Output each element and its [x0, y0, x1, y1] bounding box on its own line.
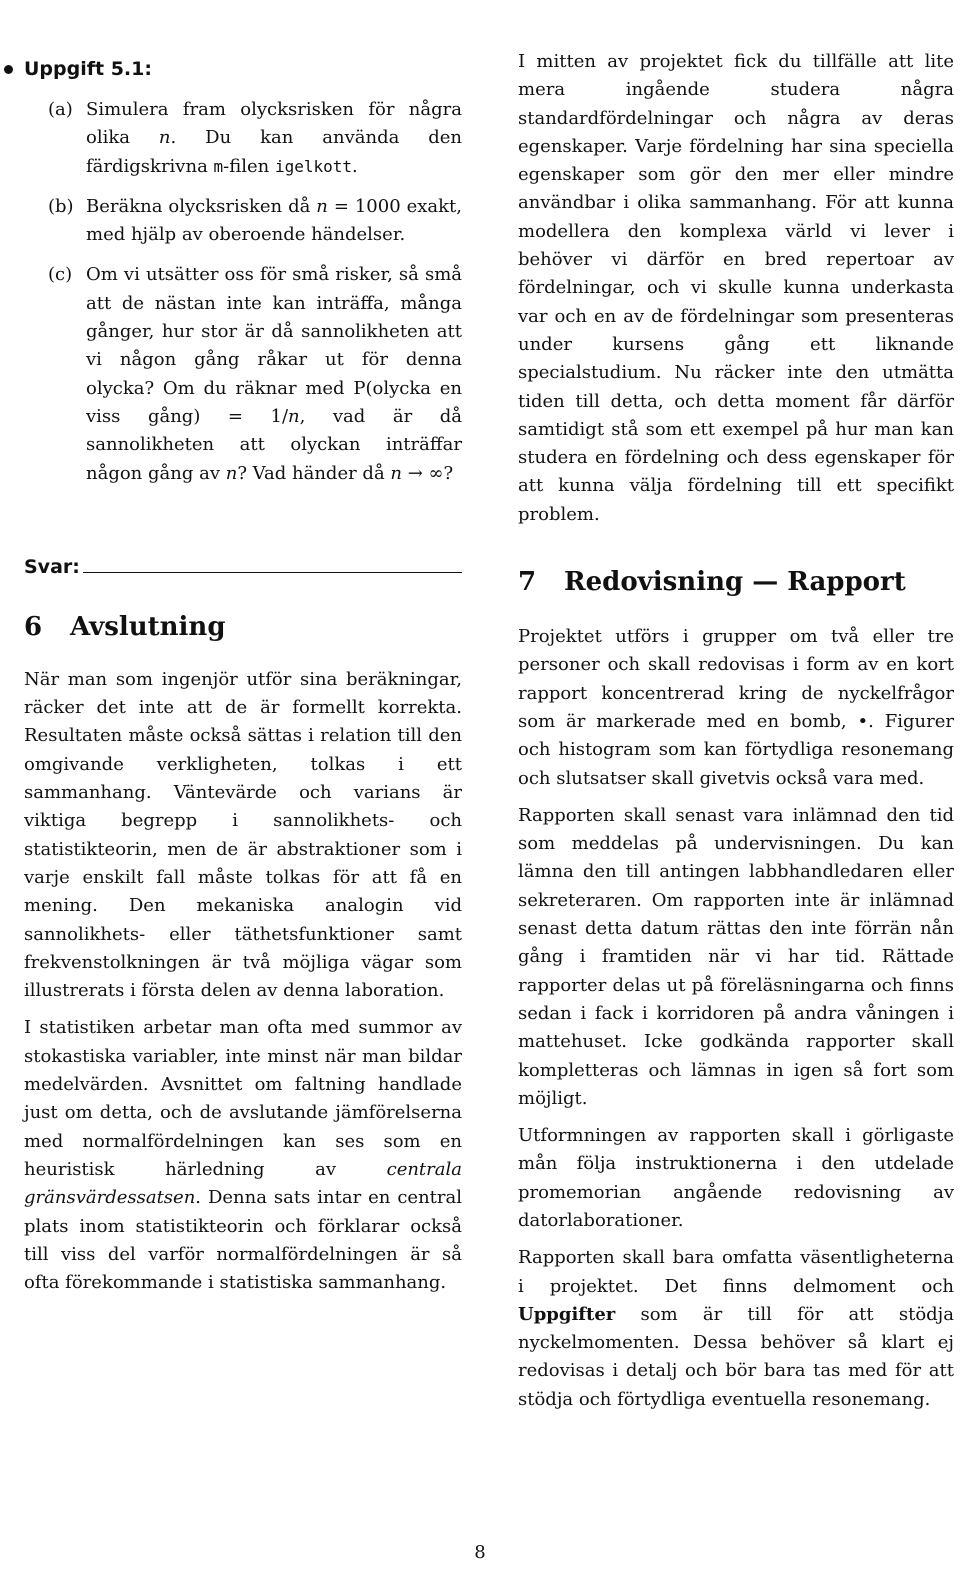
left-column [24, 48, 462, 1297]
section-6-heading [24, 612, 462, 642]
section-title: Redovisning — Rapport [564, 567, 906, 598]
item-label: (a) [48, 99, 73, 120]
task-item-a [48, 96, 462, 181]
task-item-b [48, 193, 462, 250]
task-item-c [48, 261, 462, 487]
code-filename: igelkott [274, 156, 353, 176]
section-6-paragraph-1: När man som ingenjör utför sina beräkningar, räcker det inte att de är formellt korrekta. Resultaten måste också sättas i relation till den omgivande verkligheten, tolkas i ett sammanhang. Väntevärde och varians är viktiga begrepp i sannolikhets- och statistikteorin, men de är abstraktioner som i varje enskilt fall måste tolkas för att få en mening. Den mekaniska analogin vid sannolikhets- eller täthetsfunktioner samt frekvenstolkningen är två möjliga vägar som illustrerats i första delen av denna laboration. [24, 668, 462, 1002]
section-6-paragraph-2: I statistiken arbetar man ofta med summor av stokastiska variabler, inte minst när man bildar medelvärden. Avsnittet om faltning handlade just om detta, och de avslutande jämförelserna med normalfördelningen kan ses som en heuristisk härledning av centrala gränsvärdessatsen. Denna sats intar en central plats inom statistikteorin och förklarar också till viss del varför normalfördelningen är så ofta förekommande i statistiska sammanhang. [24, 1017, 462, 1294]
section-title: Avslutning [70, 611, 226, 642]
item-text: Om vi utsätter oss för små risker, så små att de nästan inte kan inträffa, många gånger, hur stor är då sannolikheten att vi någon gång råkar ut för denna olycka? Om du räknar med P(olycka en viss gång) = 1/n, vad är då sannolikheten att olyckan inträffar någon gång av n? Vad händer då n → ∞? [86, 264, 462, 484]
answer-line [24, 556, 462, 578]
item-text: Beräkna olycksrisken då n = 1000 exakt, med hjälp av oberoende händelser. [86, 195, 463, 246]
answer-label: Svar: [24, 555, 80, 578]
section-7-paragraph-1: Projektet utförs i grupper om två eller tre personer och skall redovisas i form av en kort rapport koncentrerad kring de nyckelfrågor som är markerade med en bomb, •. Figurer och histogram som kan förtydliga resonemang och slutsatser skall givetvis också vara med. [518, 626, 954, 789]
task-heading [24, 52, 462, 86]
section-number: 6 [24, 611, 43, 642]
section-7-paragraph-4: Rapporten skall bara omfatta väsentligheterna i projektet. Det finns delmoment och Uppgifter som är till för att stödja nyckelmomenten. Dessa behöver så klart ej redovisas i detalj och bör bara tas med för att stödja och förtydliga eventuella resonemang. [518, 1247, 954, 1410]
section-7-paragraph-2: Rapporten skall senast vara inlämnad den tid som meddelas på undervisningen. Du kan lämna den till antingen labbhandledaren eller sekreteraren. Om rapporten inte är inlämnad senast detta datum rättas den inte förrän nån gång i framtiden när vi har tid. Rättade rapporter delas ut på föreläsningarna och finns sedan i fack i korridoren på andra våningen i mattehuset. Icke godkända rapporter skall kompletteras och lämnas in igen så fort som möjligt. [518, 804, 954, 1109]
section-7-paragraph-3: Utformningen av rapporten skall i görligaste mån följa instruktionerna i den utdelade promemorian angående redovisning av datorlaborationer. [518, 1125, 954, 1231]
item-label: (b) [48, 195, 74, 217]
emphasis-term: centrala gränsvärdessatsen [24, 1158, 462, 1209]
section-number: 7 [518, 567, 537, 598]
task-items [48, 96, 462, 488]
answer-underline [83, 572, 462, 573]
item-text: Simulera fram olycksrisken för några olika n. Du kan använda den färdigskrivna m-filen igelkott. [86, 99, 463, 177]
bomb-bullet-icon [4, 65, 13, 74]
section-7-heading [518, 567, 954, 597]
right-column [518, 48, 954, 1414]
task-title: Uppgift 5.1: [24, 58, 152, 80]
item-label: (c) [48, 264, 73, 286]
page-number: 8 [474, 1542, 486, 1563]
intro-paragraph: I mitten av projektet fick du tillfälle att lite mera ingående studera några standardfördelningar och några av deras egenskaper. Varje fördelning har sina speciella egenskaper som gör den mer eller mindre användbar i olika sammanhang. För att kunna modellera den komplexa värld vi lever i behöver vi därför en bred repertoar av fördelningar, och vi skulle kunna underkasta var och en av de fördelningar som presenteras under kursens gång ett liknande specialstudium. Nu räcker inte den utmätta tiden till detta, och detta moment får därför samtidigt stå som ett exempel på hur man kan studera en fördelning och dess egenskaper för att kunna välja fördelning till ett specifikt problem. [518, 51, 954, 525]
bold-term: Uppgifter [518, 1303, 616, 1325]
code-m: m [213, 156, 224, 176]
